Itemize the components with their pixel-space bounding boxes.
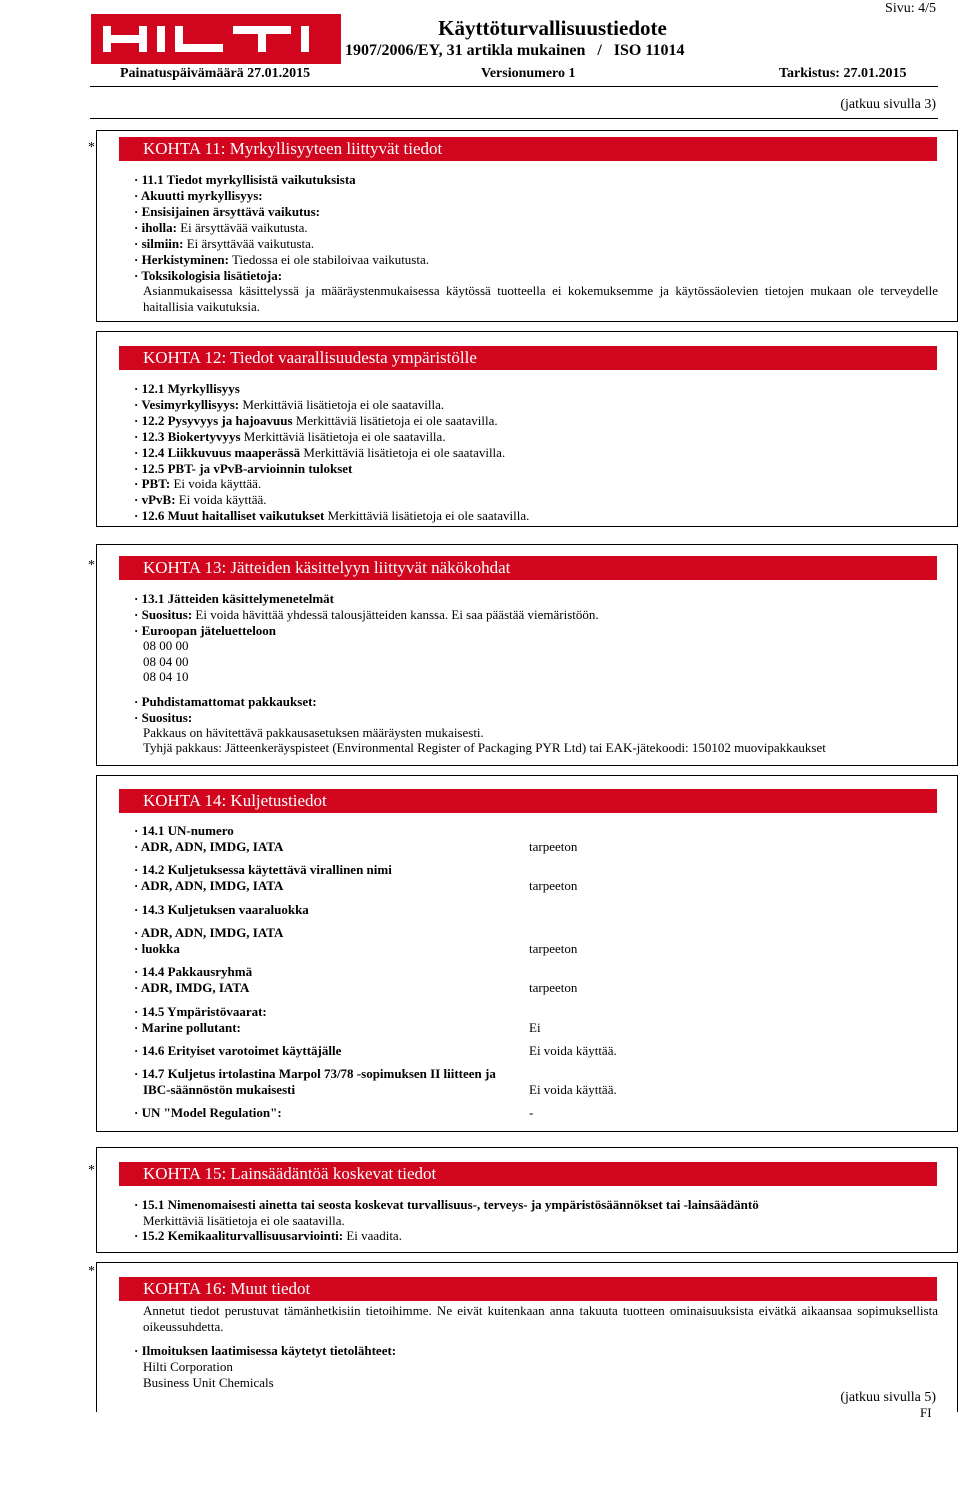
s13-line: · Suositus: Ei voida hävittää yhdessä talousjätteiden kanssa. Ei saa päästää viemäristöön. xyxy=(134,607,599,622)
s12-line: · Vesimyrkyllisyys: Merkittäviä lisätietoja ei ole saatavilla. xyxy=(134,397,445,412)
transport-row-label: · 14.7 Kuljetus irtolastina Marpol 73/78 -sopimuksen II liitteen ja xyxy=(134,1066,496,1081)
s12-line: · PBT: Ei voida käyttää. xyxy=(134,476,262,491)
language-code: FI xyxy=(920,1405,932,1420)
s11-paragraph: Asianmukaisessa käsittelyssä ja määräystenmukaisessa käytössä tuotteella ei kokemuksemme ja käytössäolevien tietojen mukaan ole terveydelle haitallisia vaikutuksia. xyxy=(143,283,938,314)
section-16-title: KOHTA 16: Muut tiedot xyxy=(119,1277,937,1301)
transport-row-value: tarpeeton xyxy=(529,839,578,854)
continued-from: (jatkuu sivulla 3) xyxy=(840,97,936,112)
s11-line: · iholla: Ei ärsyttävää vaikutusta. xyxy=(134,220,308,235)
header-divider xyxy=(90,86,938,87)
s11-line: · Ensisijainen ärsyttävä vaikutus: xyxy=(134,204,321,219)
document-title: Käyttöturvallisuustiedote xyxy=(438,16,667,40)
transport-row-value: Ei xyxy=(529,1020,541,1035)
transport-row-label: · 14.4 Pakkausryhmä xyxy=(134,964,253,979)
transport-row-label: · 14.2 Kuljetuksessa käytettävä virallinen nimi xyxy=(134,862,392,877)
waste-code: 08 04 10 xyxy=(143,669,189,684)
revision-marker: * xyxy=(88,1264,95,1279)
transport-row-label: · Marine pollutant: xyxy=(134,1020,241,1035)
section-11-title: KOHTA 11: Myrkyllisyyteen liittyvät tiedot xyxy=(119,137,937,161)
transport-row-value: Ei voida käyttää. xyxy=(529,1082,617,1097)
s12-line: · 12.5 PBT- ja vPvB-arvioinnin tulokset xyxy=(134,461,353,476)
s16-text: Hilti Corporation xyxy=(143,1359,233,1374)
transport-row-label: · 14.1 UN-numero xyxy=(134,823,234,838)
section-15-title: KOHTA 15: Lainsäädäntöä koskevat tiedot xyxy=(119,1162,937,1186)
header-divider-2 xyxy=(90,118,938,119)
transport-row-label: · ADR, IMDG, IATA xyxy=(134,980,250,995)
s11-line: · 11.1 Tiedot myrkyllisistä vaikutuksista xyxy=(134,172,356,187)
s11-line: · Akuutti myrkyllisyys: xyxy=(134,188,263,203)
s15-line: · 15.2 Kemikaaliturvallisuusarviointi: Ei vaadita. xyxy=(134,1228,402,1243)
continued-to: (jatkuu sivulla 5) xyxy=(840,1390,936,1405)
s11-line: · Herkistyminen: Tiedossa ei ole stabiloivaa vaikutusta. xyxy=(134,252,430,267)
s13-line: · Puhdistamattomat pakkaukset: xyxy=(134,694,317,709)
revision-marker: * xyxy=(88,558,95,573)
s12-line: · 12.6 Muut haitalliset vaikutukset Merkittäviä lisätietoja ei ole saatavilla. xyxy=(134,508,530,523)
s11-line: · Toksikologisia lisätietoja: xyxy=(134,268,283,283)
transport-row-value: - xyxy=(529,1105,534,1120)
s16-line: · Ilmoituksen laatimisessa käytetyt tietolähteet: xyxy=(134,1343,397,1358)
section-12-title: KOHTA 12: Tiedot vaarallisuudesta ympäristölle xyxy=(119,346,937,370)
transport-row-label: · ADR, ADN, IMDG, IATA xyxy=(134,878,284,893)
transport-row-label: · UN "Model Regulation": xyxy=(134,1105,282,1120)
transport-row-label: · luokka xyxy=(134,941,180,956)
s15-line: · 15.1 Nimenomaisesti ainetta tai seosta koskevat turvallisuus-, terveys- ja ympäristösäännökset tai -lainsäädäntö xyxy=(134,1197,759,1212)
document-subtitle: 1907/2006/EY, 31 artikla mukainen / ISO 11014 xyxy=(345,42,685,59)
transport-row-label: · ADR, ADN, IMDG, IATA xyxy=(134,839,284,854)
waste-code: 08 00 00 xyxy=(143,638,189,653)
s11-line: · silmiin: Ei ärsyttävää vaikutusta. xyxy=(134,236,315,251)
transport-row-value: tarpeeton xyxy=(529,941,578,956)
s12-line: · vPvB: Ei voida käyttää. xyxy=(134,492,267,507)
revision-marker: * xyxy=(88,140,95,155)
section-13-title: KOHTA 13: Jätteiden käsittelyyn liittyvät näkökohdat xyxy=(119,556,937,580)
s12-line: · 12.3 Biokertyvyys Merkittäviä lisätietoja ei ole saatavilla. xyxy=(134,429,446,444)
transport-row-label: IBC-säännöstön mukaisesti xyxy=(143,1082,296,1097)
hilti-logo xyxy=(91,14,341,64)
revision-date: Tarkistus: 27.01.2015 xyxy=(779,66,907,81)
s12-line: · 12.4 Liikkuvuus maaperässä Merkittäviä lisätietoja ei ole saatavilla. xyxy=(134,445,506,460)
s13-text: Tyhjä pakkaus: Jätteenkeräyspisteet (Environmental Register of Packaging PYR Ltd) tai EAK-jätekoodi: 150102 muovipakkaukset xyxy=(143,740,826,755)
page-number: Sivu: 4/5 xyxy=(885,1,936,16)
s13-text: Pakkaus on hävitettävä pakkausasetuksen määräysten mukaisesti. xyxy=(143,725,484,740)
s13-line: · 13.1 Jätteiden käsittelymenetelmät xyxy=(134,591,335,606)
transport-row-label: · 14.5 Ympäristövaarat: xyxy=(134,1004,267,1019)
s12-line: · 12.1 Myrkyllisyys xyxy=(134,381,240,396)
transport-row-label: · ADR, ADN, IMDG, IATA xyxy=(134,925,284,940)
s13-line: · Suositus: xyxy=(134,710,193,725)
print-date: Painatuspäivämäärä 27.01.2015 xyxy=(120,66,311,81)
revision-marker: * xyxy=(88,1163,95,1178)
section-14-title: KOHTA 14: Kuljetustiedot xyxy=(119,789,937,813)
transport-row-value: tarpeeton xyxy=(529,878,578,893)
version-number: Versionumero 1 xyxy=(481,66,576,81)
s12-line: · 12.2 Pysyvyys ja hajoavuus Merkittäviä lisätietoja ei ole saatavilla. xyxy=(134,413,498,428)
transport-row-label: · 14.6 Erityiset varotoimet käyttäjälle xyxy=(134,1043,342,1058)
waste-code: 08 04 00 xyxy=(143,654,189,669)
transport-row-value: Ei voida käyttää. xyxy=(529,1043,617,1058)
s13-line: · Euroopan jäteluetteloon xyxy=(134,623,277,638)
transport-row-value: tarpeeton xyxy=(529,980,578,995)
s15-text: Merkittäviä lisätietoja ei ole saatavilla. xyxy=(143,1213,345,1228)
s16-text: Business Unit Chemicals xyxy=(143,1375,274,1390)
s16-paragraph: Annetut tiedot perustuvat tämänhetkisiin tietoihimme. Ne eivät kuitenkaan anna takuuta tuotteen ominaisuuksista eivätkä aikaansaa sopimuksellista oikeussuhdetta. xyxy=(143,1303,938,1334)
transport-row-label: · 14.3 Kuljetuksen vaaraluokka xyxy=(134,902,309,917)
